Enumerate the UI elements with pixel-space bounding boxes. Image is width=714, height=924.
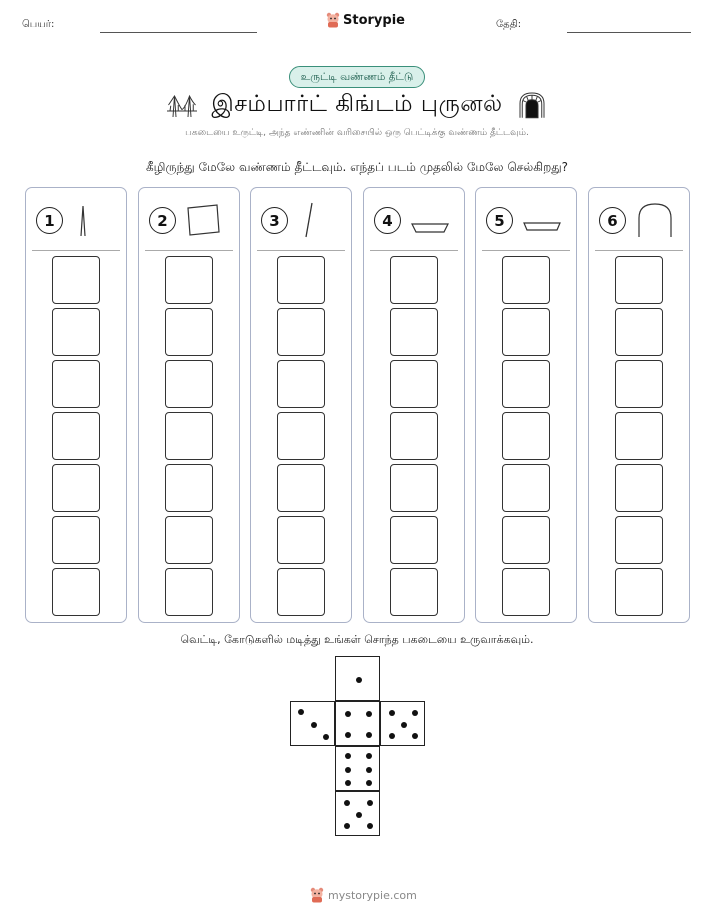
color-box[interactable] [277,412,325,460]
die-pip [412,710,418,716]
page-title: இசம்பார்ட் கிங்டம் புருனல் [211,90,503,117]
tunnel-icon [635,202,675,238]
steamship-icon [410,202,450,238]
color-box[interactable] [502,568,550,616]
die-pip [344,800,350,806]
color-box[interactable] [390,412,438,460]
column-divider [482,250,570,251]
die-pip [367,800,373,806]
paddle-steamer-icon [522,202,562,238]
color-box[interactable] [502,308,550,356]
color-box[interactable] [390,308,438,356]
column-number: 3 [261,207,288,234]
column-header [139,196,239,248]
die-pip [366,711,372,717]
column-header [251,196,351,248]
site-url[interactable]: mystorypie.com [328,888,417,902]
column-divider [257,250,345,251]
brand-logo [326,12,405,28]
name-line[interactable] [100,32,257,33]
die-pip [366,732,372,738]
die-face [380,701,425,746]
storypie-mascot-icon [310,887,324,903]
color-box[interactable] [502,256,550,304]
die-face [290,701,335,746]
color-box[interactable] [615,516,663,564]
color-box[interactable] [390,568,438,616]
column-number: 1 [36,207,63,234]
column-3 [250,187,352,623]
subtitle: பகடையை உருட்டி, அந்த எண்ணின் வரிசையில் ஒரு பெட்டிக்கு வண்ணம் தீட்டவும். [185,128,529,138]
color-box[interactable] [277,256,325,304]
die-face [335,701,380,746]
color-box[interactable] [52,464,100,512]
column-header [364,196,464,248]
color-box[interactable] [52,360,100,408]
color-box[interactable] [615,412,663,460]
activity-badge: உருட்டி வண்ணம் தீட்டு [289,66,425,88]
color-box[interactable] [52,412,100,460]
site-footer [310,887,417,903]
column-6 [588,187,690,623]
column-divider [32,250,120,251]
die-pip [412,733,418,739]
color-box[interactable] [502,516,550,564]
die-pip [401,722,407,728]
die-pip [344,823,350,829]
column-header [476,196,576,248]
column-4 [363,187,465,623]
color-box[interactable] [277,464,325,512]
date-label: தேதி: [496,19,522,30]
die-pip [345,753,351,759]
color-box[interactable] [165,360,213,408]
die-pip [298,709,304,715]
color-box[interactable] [165,308,213,356]
railway-track-icon [297,202,337,238]
color-box[interactable] [277,516,325,564]
color-box[interactable] [502,360,550,408]
color-box[interactable] [390,516,438,564]
column-2 [138,187,240,623]
die-pip [323,734,329,740]
die-pip [389,710,395,716]
color-box[interactable] [52,308,100,356]
color-box[interactable] [615,568,663,616]
die-pip [389,733,395,739]
cut-fold-instruction: வெட்டி, கோடுகளில் மடித்து உங்கள் சொந்த பகடையை உருவாக்கவும். [180,633,534,646]
date-line[interactable] [567,32,691,33]
die-face [335,746,380,791]
color-box[interactable] [277,568,325,616]
die-pip [345,732,351,738]
column-5 [475,187,577,623]
color-box[interactable] [502,464,550,512]
die-face [335,791,380,836]
color-box[interactable] [390,464,438,512]
color-box[interactable] [52,516,100,564]
die-pip [356,812,362,818]
die-pip [366,753,372,759]
column-number: 5 [486,207,513,234]
instruction: கீழிருந்து மேலே வண்ணம் தீட்டவும். எந்தப் படம் முதலில் மேலே செல்கிறது? [145,160,569,174]
color-box[interactable] [615,256,663,304]
color-box[interactable] [390,360,438,408]
color-box[interactable] [52,568,100,616]
die-pip [366,780,372,786]
blueprint-icon [185,202,225,238]
color-box[interactable] [165,568,213,616]
color-box[interactable] [165,412,213,460]
color-box[interactable] [165,516,213,564]
tunnel-icon [517,90,547,120]
column-1 [25,187,127,623]
column-divider [595,250,683,251]
die-pip [345,711,351,717]
column-header [589,196,689,248]
column-number: 2 [149,207,176,234]
bridge-icon [167,90,197,120]
name-label: பெயர்: [22,19,55,30]
color-box[interactable] [615,464,663,512]
color-box[interactable] [615,360,663,408]
column-number: 6 [599,207,626,234]
color-box[interactable] [502,412,550,460]
die-pip [356,677,362,683]
brand-name: Storypie [343,12,405,28]
die-pip [311,722,317,728]
die-face [335,656,380,701]
column-divider [145,250,233,251]
die-pip [345,767,351,773]
color-box[interactable] [52,256,100,304]
column-number: 4 [374,207,401,234]
color-box[interactable] [165,464,213,512]
color-box[interactable] [390,256,438,304]
storypie-mascot-icon [326,12,340,28]
color-box[interactable] [165,256,213,304]
die-pip [366,767,372,773]
title-row [0,90,714,120]
color-box[interactable] [615,308,663,356]
die-pip [345,780,351,786]
color-box[interactable] [277,360,325,408]
bridge-icon [72,202,112,238]
color-box[interactable] [277,308,325,356]
die-pip [367,823,373,829]
column-header [26,196,126,248]
column-divider [370,250,458,251]
